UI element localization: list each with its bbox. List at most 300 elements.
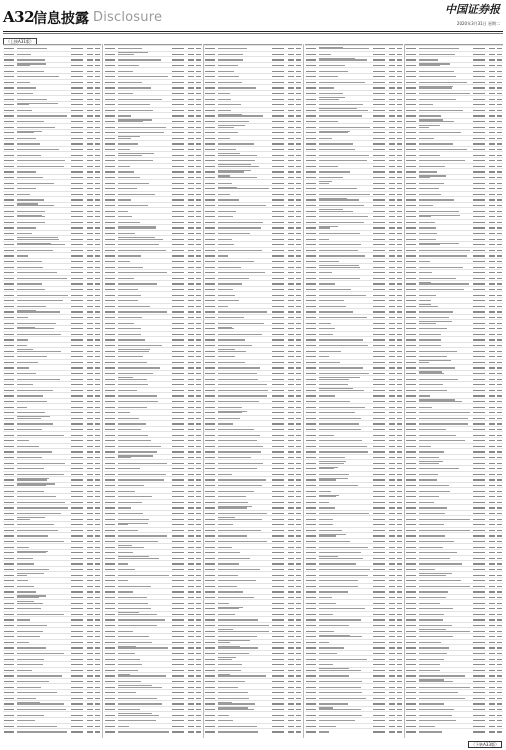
date-cell bbox=[71, 300, 83, 301]
date-cell bbox=[172, 59, 184, 60]
code-cell bbox=[105, 194, 115, 195]
code-cell bbox=[105, 703, 115, 704]
table-row bbox=[305, 275, 403, 276]
date-cell bbox=[373, 463, 385, 464]
name-cell bbox=[319, 608, 365, 609]
date-cell bbox=[172, 468, 184, 469]
name-cell bbox=[118, 513, 143, 514]
name-cell bbox=[218, 390, 268, 391]
number-cell bbox=[296, 463, 301, 464]
number-cell bbox=[296, 726, 301, 727]
number-cell bbox=[397, 451, 402, 452]
date-cell bbox=[71, 552, 83, 553]
date-cell bbox=[71, 681, 83, 682]
table-row bbox=[405, 112, 503, 113]
name-cell bbox=[419, 76, 456, 77]
number-cell bbox=[288, 216, 294, 217]
name-cell bbox=[218, 446, 263, 447]
name-cell bbox=[218, 485, 262, 486]
name-cell bbox=[218, 244, 234, 245]
code-cell bbox=[406, 659, 416, 660]
number-cell bbox=[196, 233, 201, 234]
code-cell bbox=[306, 625, 316, 626]
number-cell bbox=[389, 524, 395, 525]
code-cell bbox=[205, 160, 215, 161]
number-cell bbox=[389, 289, 395, 290]
number-cell bbox=[497, 715, 502, 716]
table-row bbox=[405, 521, 503, 522]
code-cell bbox=[306, 496, 316, 497]
date-cell bbox=[473, 71, 485, 72]
table-row bbox=[405, 101, 503, 102]
table-row bbox=[305, 107, 403, 108]
date-cell bbox=[272, 59, 284, 60]
name-cell bbox=[17, 199, 44, 200]
number-cell bbox=[288, 183, 294, 184]
name-cell bbox=[118, 698, 157, 699]
number-cell bbox=[397, 48, 402, 49]
name-cell bbox=[419, 261, 430, 262]
number-cell bbox=[87, 591, 93, 592]
name-cell bbox=[419, 614, 444, 615]
table-row bbox=[405, 728, 503, 729]
date-cell bbox=[172, 48, 184, 49]
number-cell bbox=[397, 199, 402, 200]
table-row bbox=[204, 717, 302, 718]
date-cell bbox=[272, 149, 284, 150]
date-cell bbox=[373, 519, 385, 520]
date-cell bbox=[272, 547, 284, 548]
code-cell bbox=[105, 115, 115, 116]
table-row bbox=[204, 706, 302, 707]
number-cell bbox=[296, 636, 301, 637]
number-cell bbox=[95, 457, 100, 458]
table-row bbox=[104, 431, 202, 432]
date-cell bbox=[71, 306, 83, 307]
name-cell bbox=[17, 440, 29, 441]
name-cell bbox=[419, 631, 470, 632]
table-row bbox=[305, 140, 403, 141]
number-cell bbox=[497, 261, 502, 262]
number-cell bbox=[288, 541, 294, 542]
number-cell bbox=[296, 664, 301, 665]
name-cell bbox=[118, 339, 145, 340]
code-cell bbox=[105, 211, 115, 212]
date-cell bbox=[473, 59, 485, 60]
number-cell bbox=[397, 283, 402, 284]
number-cell bbox=[389, 110, 395, 111]
table-row bbox=[405, 723, 503, 724]
number-cell bbox=[296, 250, 301, 251]
code-cell bbox=[105, 339, 115, 340]
date-cell bbox=[272, 519, 284, 520]
code-cell bbox=[306, 435, 316, 436]
number-cell bbox=[497, 608, 502, 609]
table-row bbox=[405, 280, 503, 281]
table-row bbox=[3, 504, 101, 505]
date-cell bbox=[473, 289, 485, 290]
name-cell bbox=[319, 328, 335, 329]
code-cell bbox=[306, 211, 316, 212]
name-cell bbox=[118, 395, 157, 396]
number-cell bbox=[296, 227, 301, 228]
code-cell bbox=[406, 687, 416, 688]
code-cell bbox=[306, 205, 316, 206]
table-row bbox=[104, 325, 202, 326]
name-cell bbox=[419, 222, 435, 223]
table-row bbox=[204, 224, 302, 225]
number-cell bbox=[196, 155, 201, 156]
number-cell bbox=[188, 715, 194, 716]
date-cell bbox=[473, 306, 485, 307]
number-cell bbox=[296, 591, 301, 592]
code-cell bbox=[4, 306, 14, 307]
code-cell bbox=[205, 507, 215, 508]
number-cell bbox=[188, 295, 194, 296]
name-cell bbox=[218, 345, 252, 346]
code-cell bbox=[406, 149, 416, 150]
number-cell bbox=[389, 59, 395, 60]
table-row bbox=[405, 129, 503, 130]
date-cell bbox=[473, 507, 485, 508]
number-cell bbox=[288, 451, 294, 452]
name-cell bbox=[17, 188, 36, 189]
date-cell bbox=[272, 211, 284, 212]
table-row bbox=[405, 588, 503, 589]
table-row bbox=[405, 79, 503, 80]
table-row bbox=[405, 73, 503, 74]
date-cell bbox=[373, 457, 385, 458]
number-cell bbox=[87, 485, 93, 486]
number-cell bbox=[196, 479, 201, 480]
date-cell bbox=[272, 171, 284, 172]
number-cell bbox=[497, 222, 502, 223]
number-cell bbox=[397, 463, 402, 464]
code-cell bbox=[4, 115, 14, 116]
number-cell bbox=[296, 149, 301, 150]
number-cell bbox=[497, 104, 502, 105]
number-cell bbox=[389, 603, 395, 604]
table-row bbox=[104, 67, 202, 68]
name-cell bbox=[419, 446, 431, 447]
table-row bbox=[3, 431, 101, 432]
name-cell bbox=[419, 300, 431, 301]
name-cell bbox=[118, 418, 139, 419]
name-cell bbox=[419, 524, 444, 525]
name-cell bbox=[319, 401, 350, 402]
name-cell bbox=[218, 418, 240, 419]
table-row bbox=[305, 611, 403, 612]
number-cell bbox=[389, 547, 395, 548]
name-cell-second-line bbox=[218, 187, 237, 188]
number-cell bbox=[95, 132, 100, 133]
date-cell bbox=[373, 524, 385, 525]
code-cell bbox=[205, 731, 215, 732]
number-cell bbox=[87, 636, 93, 637]
code-cell bbox=[205, 323, 215, 324]
name-cell bbox=[118, 451, 157, 452]
date-cell bbox=[172, 205, 184, 206]
date-cell bbox=[373, 446, 385, 447]
code-cell bbox=[306, 642, 316, 643]
table-row bbox=[204, 616, 302, 617]
name-cell bbox=[17, 664, 43, 665]
code-cell bbox=[105, 239, 115, 240]
date-cell bbox=[473, 255, 485, 256]
table-row bbox=[3, 235, 101, 236]
number-cell bbox=[95, 48, 100, 49]
name-cell bbox=[118, 412, 130, 413]
number-cell bbox=[397, 507, 402, 508]
table-row bbox=[204, 431, 302, 432]
number-cell bbox=[95, 82, 100, 83]
date-cell bbox=[172, 171, 184, 172]
number-cell bbox=[497, 99, 502, 100]
number-cell bbox=[497, 227, 502, 228]
name-cell bbox=[319, 463, 344, 464]
number-cell bbox=[188, 681, 194, 682]
code-cell bbox=[4, 401, 14, 402]
code-cell bbox=[306, 558, 316, 559]
table-row bbox=[3, 555, 101, 556]
code-cell bbox=[205, 720, 215, 721]
name-cell bbox=[17, 239, 59, 240]
number-cell bbox=[489, 675, 495, 676]
table-row bbox=[305, 672, 403, 673]
code-cell bbox=[306, 216, 316, 217]
number-cell bbox=[497, 395, 502, 396]
date-cell bbox=[71, 603, 83, 604]
date-cell bbox=[373, 401, 385, 402]
date-cell bbox=[373, 87, 385, 88]
date-cell bbox=[373, 687, 385, 688]
number-cell bbox=[196, 171, 201, 172]
number-cell bbox=[397, 239, 402, 240]
date-cell bbox=[272, 255, 284, 256]
date-cell bbox=[172, 647, 184, 648]
date-cell bbox=[272, 715, 284, 716]
table-row bbox=[305, 711, 403, 712]
table-row bbox=[104, 280, 202, 281]
table-row bbox=[204, 398, 302, 399]
date-cell bbox=[71, 132, 83, 133]
code-cell bbox=[4, 71, 14, 72]
name-cell bbox=[17, 395, 43, 396]
name-cell bbox=[319, 496, 336, 497]
number-cell bbox=[288, 71, 294, 72]
name-cell bbox=[419, 541, 454, 542]
date-cell bbox=[272, 82, 284, 83]
code-cell bbox=[4, 552, 14, 553]
date-cell bbox=[473, 177, 485, 178]
code-cell bbox=[205, 463, 215, 464]
date-cell bbox=[473, 188, 485, 189]
number-cell bbox=[188, 692, 194, 693]
number-cell bbox=[397, 171, 402, 172]
code-cell bbox=[306, 597, 316, 598]
code-cell bbox=[205, 384, 215, 385]
name-cell-second-line bbox=[218, 164, 251, 165]
name-cell bbox=[218, 183, 232, 184]
number-cell bbox=[196, 300, 201, 301]
number-cell bbox=[95, 575, 100, 576]
number-cell bbox=[288, 401, 294, 402]
code-cell bbox=[205, 535, 215, 536]
code-cell bbox=[4, 608, 14, 609]
date-cell bbox=[272, 216, 284, 217]
date-cell bbox=[172, 300, 184, 301]
code-cell bbox=[306, 261, 316, 262]
table-row bbox=[405, 415, 503, 416]
name-cell bbox=[319, 491, 331, 492]
name-cell bbox=[319, 250, 358, 251]
number-cell bbox=[196, 530, 201, 531]
name-cell bbox=[118, 619, 165, 620]
number-cell bbox=[288, 580, 294, 581]
name-cell bbox=[17, 328, 54, 329]
date-cell bbox=[71, 351, 83, 352]
date-cell bbox=[373, 362, 385, 363]
table-row bbox=[104, 510, 202, 511]
table-row bbox=[204, 499, 302, 500]
code-cell bbox=[4, 468, 14, 469]
date-cell bbox=[473, 171, 485, 172]
date-cell bbox=[373, 395, 385, 396]
table-row bbox=[204, 639, 302, 640]
date-cell bbox=[71, 379, 83, 380]
code-cell bbox=[406, 115, 416, 116]
date-cell bbox=[71, 295, 83, 296]
name-cell bbox=[118, 547, 144, 548]
code-cell bbox=[205, 244, 215, 245]
table-row bbox=[204, 314, 302, 315]
code-cell bbox=[4, 591, 14, 592]
name-cell bbox=[17, 703, 64, 704]
number-cell bbox=[95, 731, 100, 732]
code-cell bbox=[406, 580, 416, 581]
name-cell bbox=[419, 306, 438, 307]
name-cell bbox=[419, 289, 464, 290]
table-row bbox=[405, 56, 503, 57]
code-cell bbox=[406, 569, 416, 570]
name-cell-second-line bbox=[419, 399, 455, 400]
date-cell bbox=[272, 339, 284, 340]
code-cell bbox=[105, 670, 115, 671]
name-cell bbox=[419, 227, 436, 228]
number-cell bbox=[489, 171, 495, 172]
code-cell bbox=[406, 720, 416, 721]
name-cell bbox=[17, 558, 33, 559]
name-cell bbox=[319, 513, 369, 514]
number-cell bbox=[95, 295, 100, 296]
code-cell bbox=[306, 87, 316, 88]
number-cell bbox=[196, 289, 201, 290]
number-cell bbox=[95, 261, 100, 262]
table-row bbox=[305, 297, 403, 298]
name-cell bbox=[118, 507, 131, 508]
number-cell bbox=[489, 244, 495, 245]
number-cell bbox=[296, 127, 301, 128]
date-cell bbox=[373, 384, 385, 385]
date-cell bbox=[272, 446, 284, 447]
date-cell bbox=[172, 93, 184, 94]
name-cell bbox=[319, 166, 338, 167]
number-cell bbox=[188, 261, 194, 262]
date-cell bbox=[172, 222, 184, 223]
date-cell bbox=[71, 87, 83, 88]
name-cell bbox=[218, 502, 248, 503]
number-cell bbox=[196, 446, 201, 447]
table-row bbox=[104, 241, 202, 242]
number-cell bbox=[296, 569, 301, 570]
name-cell bbox=[319, 631, 334, 632]
name-cell bbox=[118, 155, 142, 156]
number-cell bbox=[497, 446, 502, 447]
date-cell bbox=[272, 451, 284, 452]
number-cell bbox=[196, 351, 201, 352]
code-cell bbox=[205, 580, 215, 581]
name-cell bbox=[419, 250, 470, 251]
number-cell bbox=[489, 76, 495, 77]
number-cell bbox=[188, 115, 194, 116]
name-cell bbox=[17, 457, 42, 458]
number-cell bbox=[188, 575, 194, 576]
date-cell bbox=[172, 698, 184, 699]
number-cell bbox=[288, 681, 294, 682]
table-row bbox=[104, 566, 202, 567]
date-cell bbox=[71, 155, 83, 156]
table-row bbox=[405, 241, 503, 242]
table-row bbox=[204, 549, 302, 550]
date-cell bbox=[172, 709, 184, 710]
name-cell bbox=[319, 535, 336, 536]
number-cell bbox=[489, 636, 495, 637]
table-row bbox=[3, 650, 101, 651]
table-column bbox=[305, 44, 403, 739]
number-cell bbox=[397, 479, 402, 480]
header-rule-thin bbox=[3, 33, 503, 34]
name-cell bbox=[118, 446, 161, 447]
table-row bbox=[204, 168, 302, 169]
name-cell-second-line bbox=[319, 265, 359, 266]
number-cell bbox=[296, 194, 301, 195]
date-cell bbox=[71, 507, 83, 508]
name-cell bbox=[218, 563, 239, 564]
number-cell bbox=[196, 463, 201, 464]
name-cell bbox=[419, 659, 444, 660]
number-cell bbox=[95, 373, 100, 374]
name-cell bbox=[118, 48, 142, 49]
table-row bbox=[104, 219, 202, 220]
table-row bbox=[405, 90, 503, 91]
table-row bbox=[3, 493, 101, 494]
code-cell bbox=[4, 82, 14, 83]
number-cell bbox=[196, 379, 201, 380]
table-row bbox=[104, 711, 202, 712]
number-cell bbox=[296, 535, 301, 536]
table-row bbox=[104, 571, 202, 572]
date-cell bbox=[71, 334, 83, 335]
number-cell bbox=[87, 121, 93, 122]
date-cell bbox=[373, 345, 385, 346]
table-row bbox=[204, 62, 302, 63]
name-cell bbox=[118, 121, 143, 122]
number-cell bbox=[87, 703, 93, 704]
date-cell bbox=[373, 614, 385, 615]
date-cell bbox=[71, 412, 83, 413]
code-cell bbox=[4, 541, 14, 542]
name-cell bbox=[218, 227, 261, 228]
